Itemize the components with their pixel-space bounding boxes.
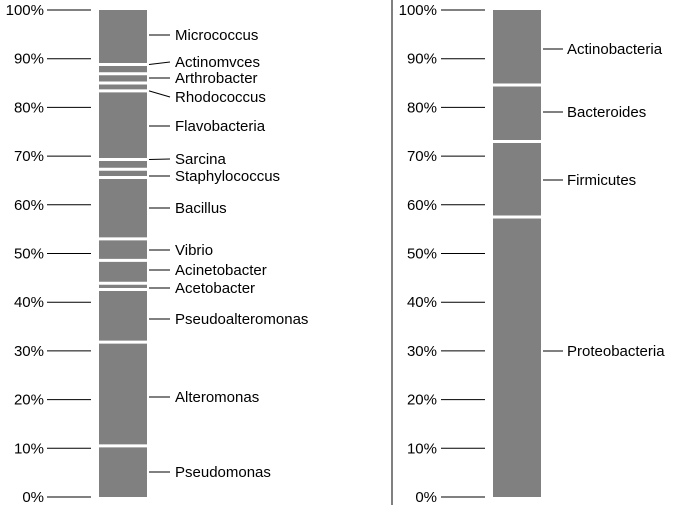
y-tick-label: 10% [406, 440, 437, 458]
y-tick-label: 30% [406, 342, 437, 360]
segment-label-staphylococcus: Staphylococcus [175, 168, 281, 185]
bar-segment-vibrio [99, 239, 147, 260]
y-tick-label: 20% [406, 391, 437, 409]
y-tick-label: 60% [406, 196, 437, 214]
bar-segment-proteobacteria [493, 217, 541, 497]
y-tick-label: 30% [13, 342, 44, 360]
bar-segment-acinetobacter [99, 260, 147, 283]
bar-segment-pseudoalteromonas [99, 290, 147, 343]
bar-segment-actinobacteria [493, 10, 541, 85]
y-tick-label: 40% [406, 294, 437, 312]
segment-label-actinomvces: Actinomvces [175, 54, 261, 71]
bar-segment-alteromonas [99, 342, 147, 446]
segment-label-acetobacter: Acetobacter [175, 280, 256, 297]
segment-label-firmicutes: Firmicutes [567, 172, 637, 189]
segment-label-proteobacteria: Proteobacteria [567, 343, 665, 360]
segment-label-arthrobacter: Arthrobacter [175, 70, 258, 87]
y-tick-label: 20% [13, 391, 44, 409]
bar-segment-bacillus [99, 178, 147, 239]
segment-label-vibrio: Vibrio [175, 242, 214, 259]
segment-label-flavobacteria: Flavobacteria [175, 118, 266, 135]
leader-line-actinomvces [149, 62, 170, 65]
bar-segment-flavobacteria [99, 91, 147, 160]
bar-segment-bacteroides [493, 85, 541, 141]
y-tick-label: 40% [13, 294, 44, 312]
segment-label-micrococcus: Micrococcus [175, 27, 259, 44]
y-tick-label: 90% [406, 50, 437, 68]
bar-segment-pseudomonas [99, 446, 147, 497]
segment-label-rhodococcus: Rhodococcus [175, 89, 266, 106]
y-tick-label: 100% [5, 2, 44, 19]
segment-label-pseudomonas: Pseudomonas [175, 464, 271, 481]
y-tick-label: 100% [398, 2, 437, 19]
chart-panel-phylum [399, 2, 666, 505]
bar-segment-micrococcus [99, 10, 147, 65]
segment-label-bacteroides: Bacteroides [567, 104, 647, 121]
segment-label-acinetobacter: Acinetobacter [175, 262, 267, 279]
y-tick-label: 0% [415, 489, 437, 505]
y-tick-label: 50% [13, 245, 44, 263]
segment-label-actinobacteria: Actinobacteria [567, 41, 663, 58]
chart-panel-genus [6, 2, 309, 505]
y-tick-label: 80% [13, 99, 44, 117]
segment-label-sarcina: Sarcina [175, 151, 226, 168]
y-tick-label: 70% [406, 148, 437, 166]
segment-label-pseudoalteromonas: Pseudoalteromonas [175, 311, 309, 328]
y-tick-label: 10% [13, 440, 44, 458]
segment-label-alteromonas: Alteromonas [175, 389, 260, 406]
leader-line-sarcina [149, 159, 170, 160]
y-tick-label: 90% [13, 50, 44, 68]
y-tick-label: 60% [13, 196, 44, 214]
y-tick-label: 80% [406, 99, 437, 117]
y-tick-label: 50% [406, 245, 437, 263]
y-tick-label: 0% [22, 489, 44, 505]
segment-label-bacillus: Bacillus [175, 200, 227, 217]
bar-segment-firmicutes [493, 141, 541, 216]
leader-line-rhodococcus [149, 91, 170, 97]
y-tick-label: 70% [13, 148, 44, 166]
